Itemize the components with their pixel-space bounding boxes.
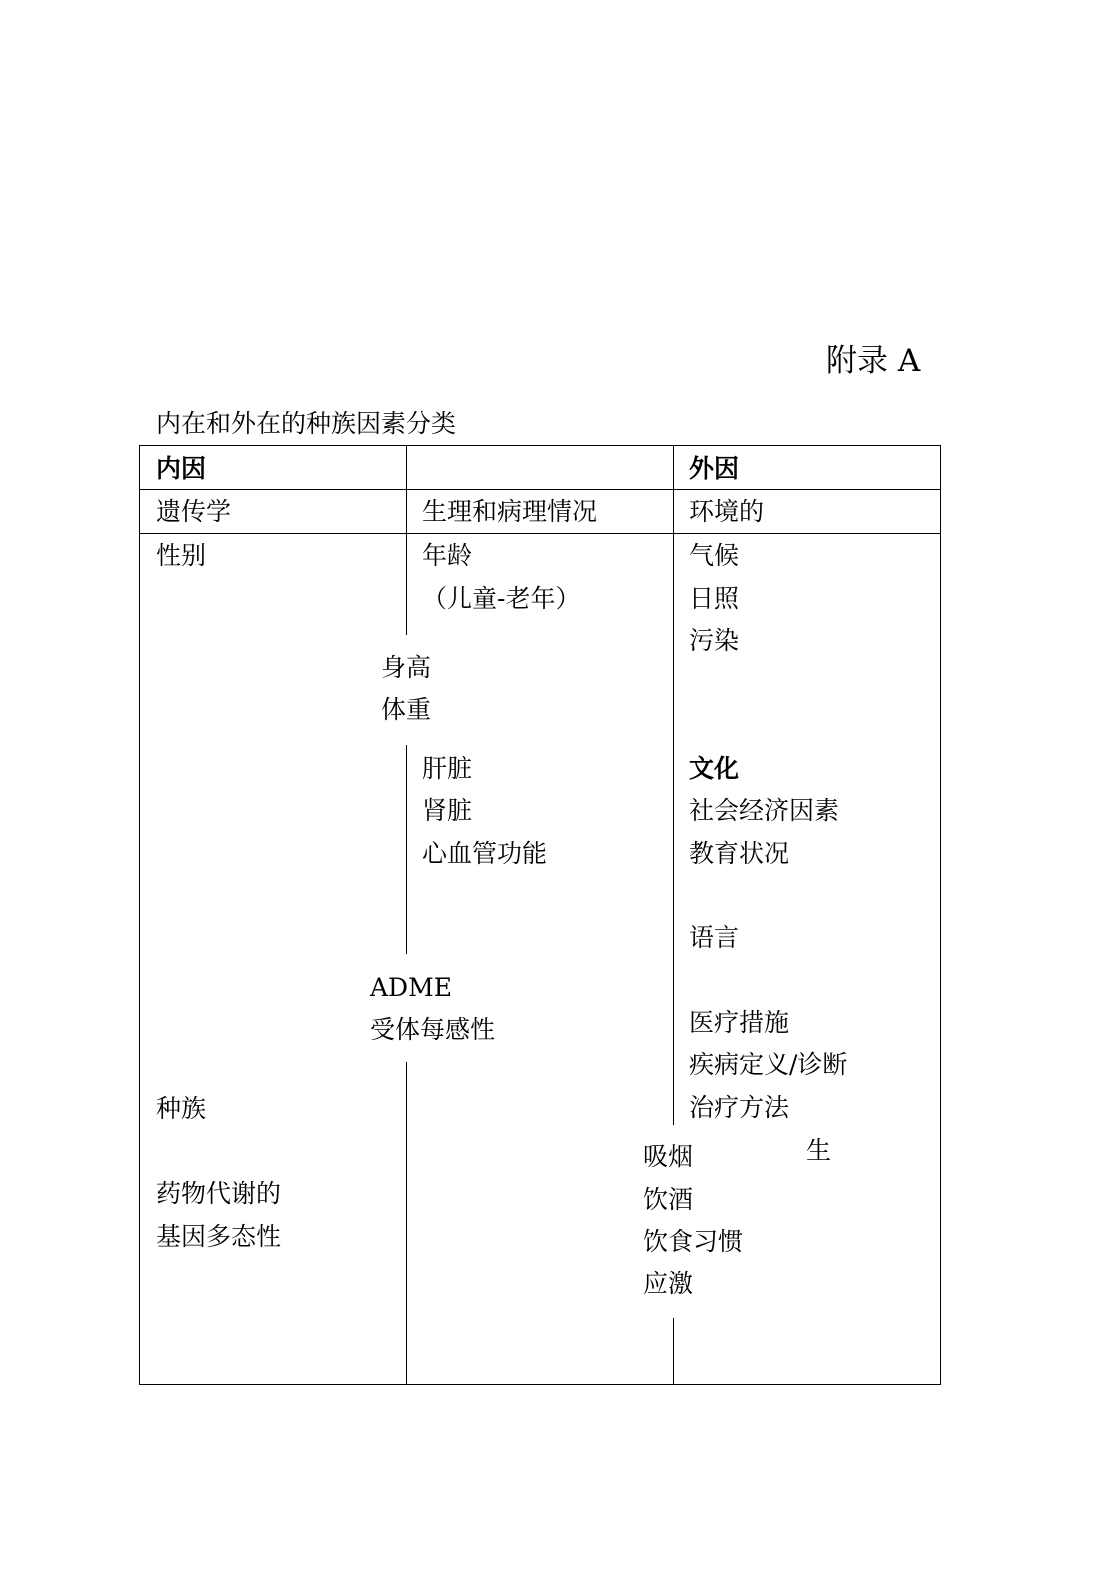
env-therapy: 治疗方法: [689, 1093, 790, 1122]
env-socioeconomic: 社会经济因素: [689, 796, 840, 825]
lifestyle-stress: 应激: [643, 1269, 694, 1298]
appendix-label: 附录 A: [826, 343, 921, 379]
physio-age-range: （儿童-老年）: [422, 584, 581, 613]
env-culture: 文化: [689, 754, 740, 783]
env-language: 语言: [689, 923, 740, 952]
env-medical-practice: 医疗措施: [689, 1008, 790, 1037]
subheader-environmental: 环境的: [689, 497, 765, 526]
subheader-divider: [139, 533, 941, 534]
col-divider-1-seg-a: [406, 445, 407, 635]
table-left-border: [139, 445, 140, 1385]
genetic-race: 种族: [156, 1094, 207, 1123]
physio-cardiovascular: 心血管功能: [422, 839, 548, 868]
env-clipped-fragment: 生: [806, 1136, 832, 1165]
physio-adme: ADME: [370, 973, 452, 1002]
env-pollution: 污染: [689, 626, 740, 655]
subheader-genetic: 遗传学: [156, 497, 232, 526]
physio-kidney: 肾脏: [422, 796, 473, 825]
subheader-physiological: 生理和病理情况: [422, 497, 598, 526]
col-divider-2-seg-a: [673, 445, 674, 1125]
table-bottom-border: [139, 1384, 941, 1385]
lifestyle-smoking: 吸烟: [643, 1142, 694, 1171]
genetic-polymorphism-line1: 药物代谢的: [156, 1179, 282, 1208]
genetic-polymorphism-line2: 基因多态性: [156, 1222, 282, 1251]
table-right-border: [940, 445, 941, 1385]
physio-liver: 肝脏: [422, 754, 473, 783]
table-title: 内在和外在的种族因素分类: [156, 409, 457, 438]
header-divider: [139, 489, 941, 490]
env-sunlight: 日照: [689, 584, 740, 613]
lifestyle-alcohol: 饮酒: [643, 1185, 694, 1214]
genetic-sex: 性别: [156, 541, 207, 570]
col-divider-1-seg-b: [406, 745, 407, 954]
col-divider-1-seg-c: [406, 1062, 407, 1385]
physio-height: 身高: [381, 653, 432, 682]
env-climate: 气候: [689, 541, 740, 570]
header-intrinsic: 内因: [156, 454, 207, 483]
col-divider-2-seg-b: [673, 1318, 674, 1385]
header-extrinsic: 外因: [689, 454, 740, 483]
physio-age: 年龄: [422, 541, 473, 570]
physio-receptor: 受体每感性: [370, 1015, 496, 1044]
env-education: 教育状况: [689, 839, 790, 868]
physio-weight: 体重: [381, 695, 432, 724]
env-disease-definition: 疾病定义/诊断: [689, 1050, 848, 1079]
env-clipped-fragment-wrap: [806, 1136, 832, 1168]
lifestyle-diet: 饮食习惯: [643, 1227, 744, 1256]
table-top-border: [139, 445, 941, 446]
